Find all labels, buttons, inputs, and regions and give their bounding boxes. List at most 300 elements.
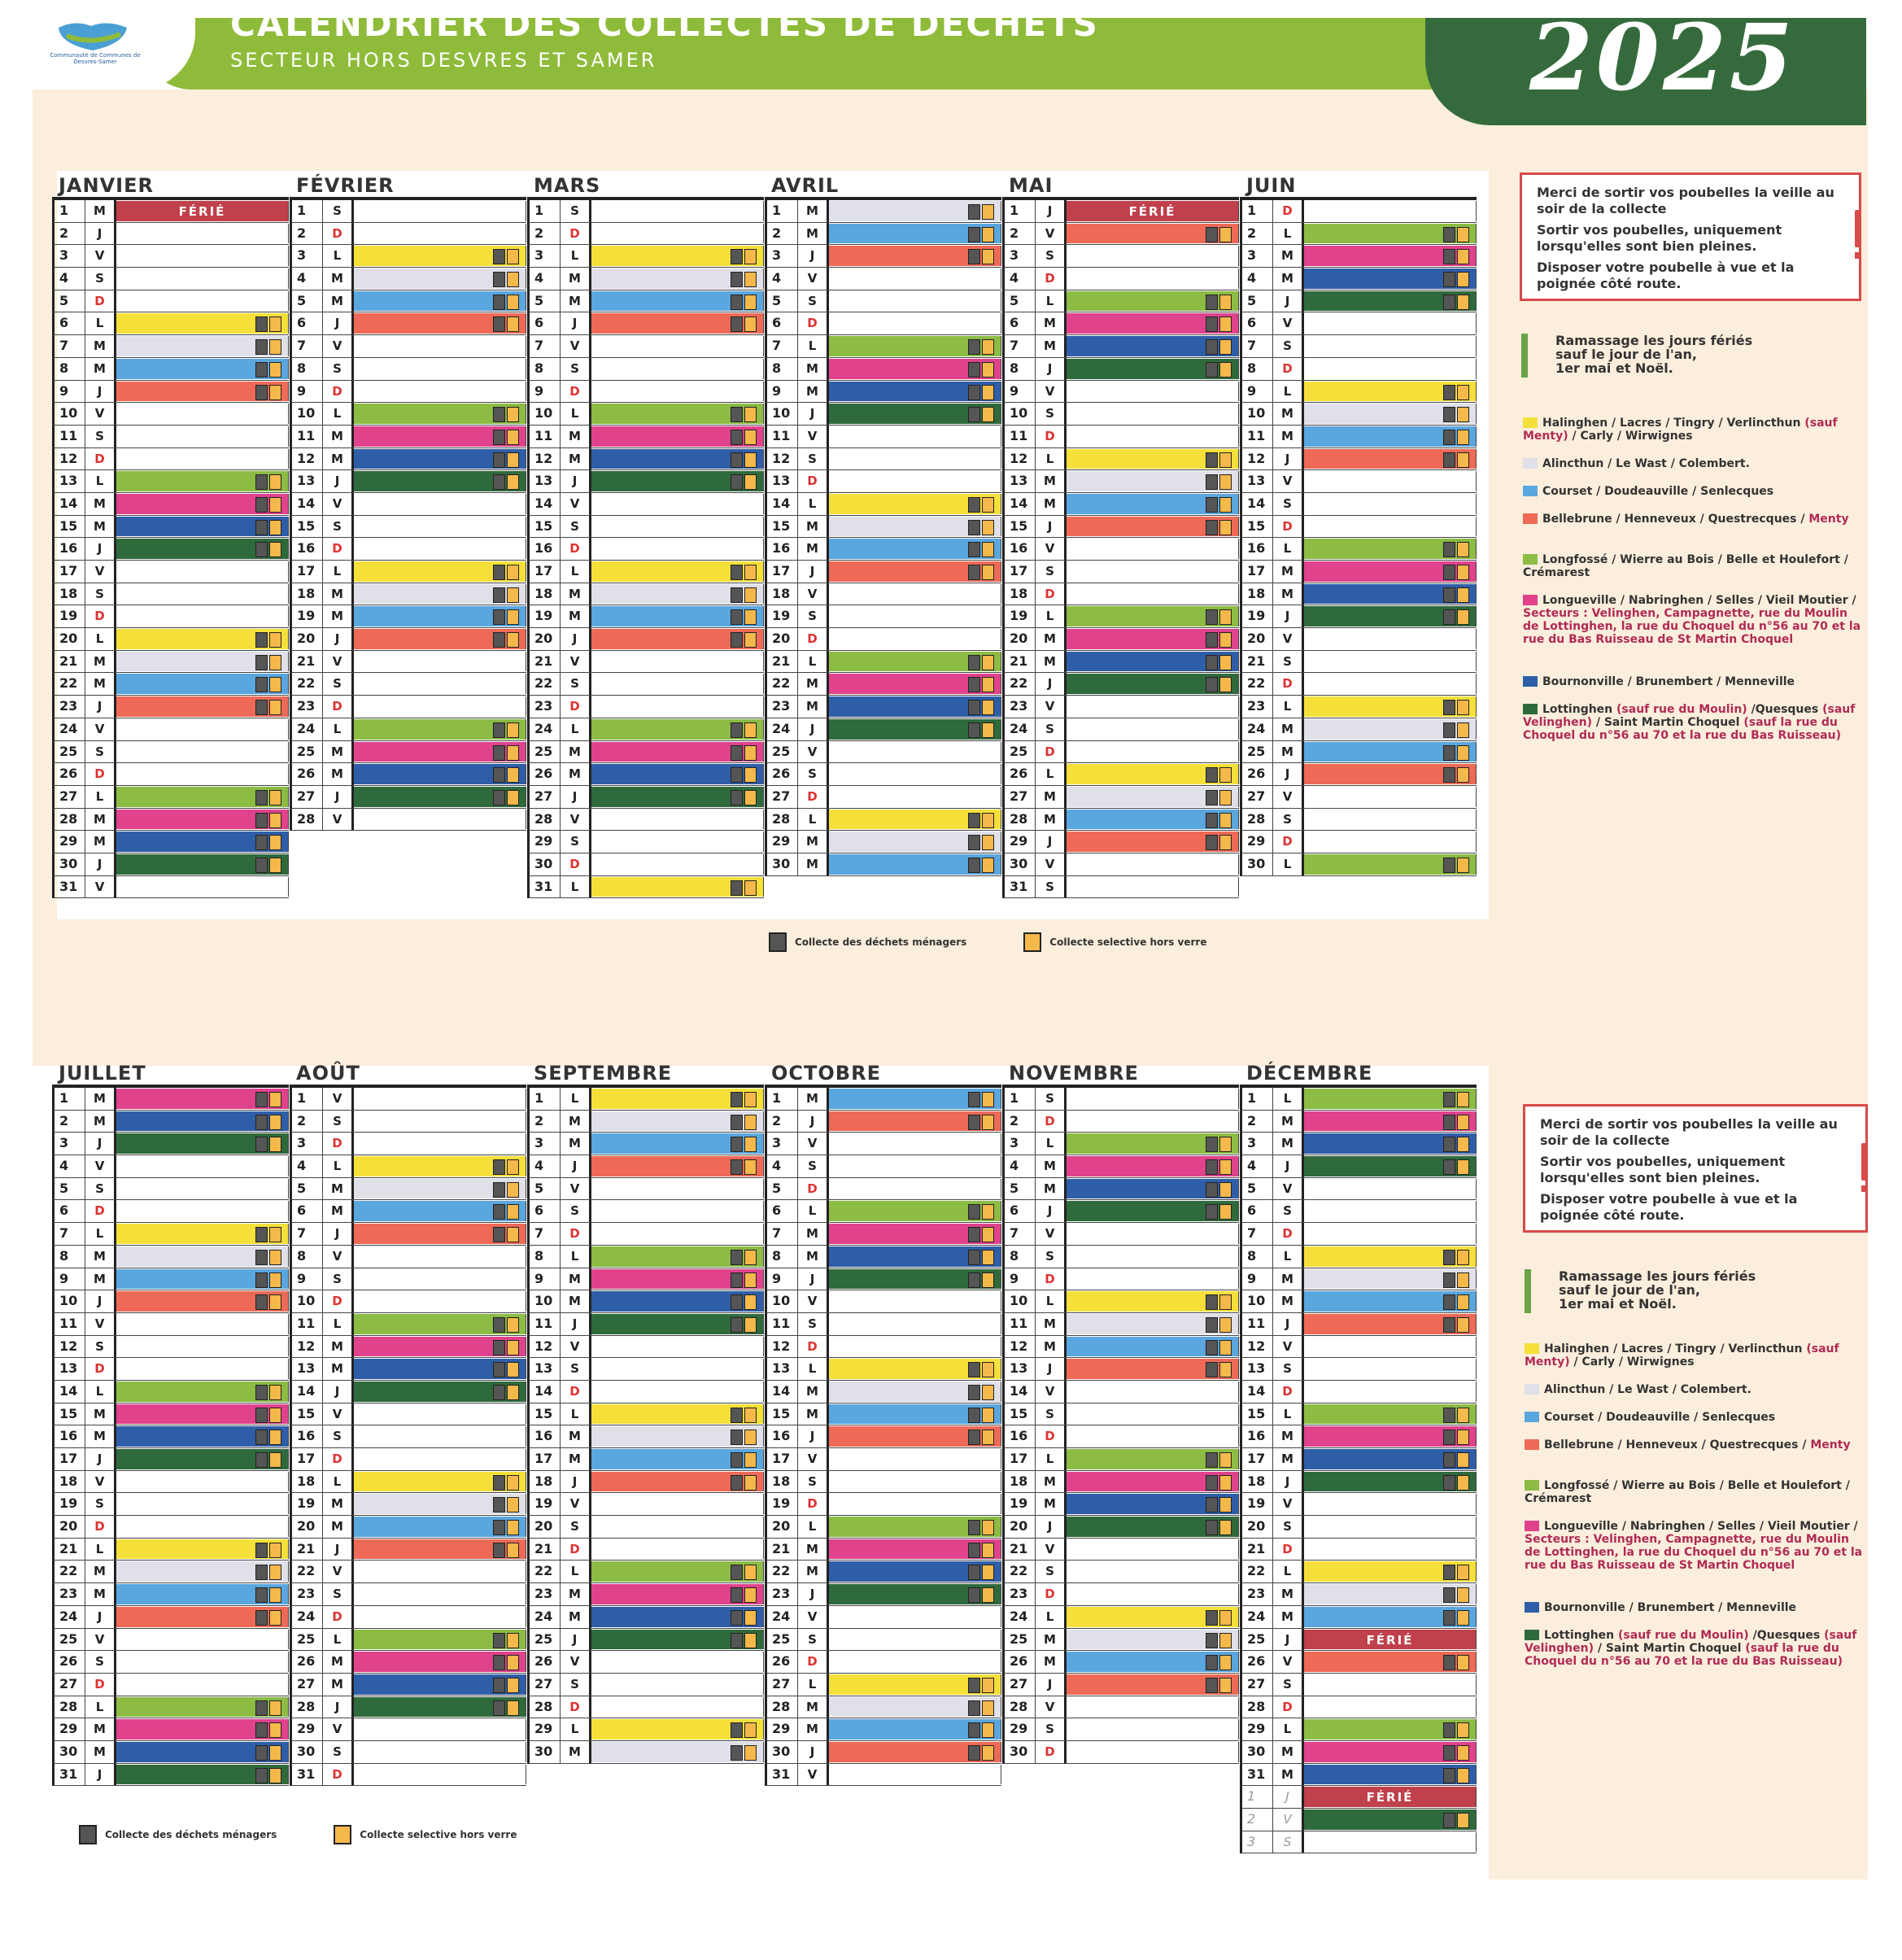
day-row xyxy=(1240,583,1477,606)
collection-cell xyxy=(116,1652,289,1672)
weekday-letter: V xyxy=(85,1629,116,1651)
weekday-letter: S xyxy=(798,763,829,785)
day-row xyxy=(52,1223,289,1246)
day-row xyxy=(52,1539,289,1561)
weekday-letter: J xyxy=(1273,290,1304,312)
weekday-letter: M xyxy=(798,696,829,718)
collection-cell xyxy=(1304,1404,1477,1425)
collection-cell xyxy=(829,561,1001,582)
day-number: 13 xyxy=(292,470,323,492)
weekday-letter: J xyxy=(1036,1674,1067,1696)
day-number: 17 xyxy=(767,1448,798,1470)
weekday-letter: L xyxy=(561,1403,591,1425)
weekday-letter: D xyxy=(1273,1539,1304,1561)
weekday-letter: L xyxy=(1036,1133,1067,1155)
collection-cell xyxy=(1304,1426,1477,1447)
collection-cell xyxy=(829,1674,1001,1695)
day-number: 1 xyxy=(1242,1786,1273,1808)
day-row xyxy=(290,1246,526,1268)
collection-cell xyxy=(354,291,526,312)
day-row xyxy=(290,381,526,404)
day-number: 6 xyxy=(1005,1200,1036,1222)
collection-cell xyxy=(1067,696,1239,717)
collection-cell xyxy=(1067,1607,1239,1627)
weekday-letter: S xyxy=(323,1111,354,1133)
weekday-letter: M xyxy=(323,448,354,470)
bins-icon xyxy=(1206,452,1232,466)
day-number: 28 xyxy=(55,1696,85,1718)
day-number: 19 xyxy=(55,1493,85,1515)
collection-cell xyxy=(1304,742,1477,762)
day-number: 2 xyxy=(292,223,323,245)
day-number: 27 xyxy=(767,786,798,808)
collection-cell xyxy=(1304,1561,1477,1582)
day-number: 9 xyxy=(1005,1268,1036,1290)
day-row xyxy=(527,381,764,404)
collection-cell xyxy=(116,1156,289,1176)
collection-cell xyxy=(354,336,526,356)
day-row xyxy=(765,1336,1001,1359)
day-number: 17 xyxy=(1005,1448,1036,1470)
day-number: 3 xyxy=(1242,1133,1273,1155)
day-number: 12 xyxy=(767,1336,798,1358)
collection-cell xyxy=(591,359,764,379)
weekday-letter: S xyxy=(1036,1718,1067,1740)
day-row xyxy=(1240,335,1477,358)
day-number: 30 xyxy=(530,1741,561,1763)
collection-cell xyxy=(1067,1697,1239,1718)
weekday-letter: M xyxy=(1036,470,1067,492)
legend-item xyxy=(1523,513,1865,526)
day-number: 18 xyxy=(530,1471,561,1493)
collection-cell xyxy=(354,787,526,807)
day-row xyxy=(290,538,526,561)
day-number: 17 xyxy=(55,561,85,583)
collection-cell xyxy=(829,359,1001,379)
day-row xyxy=(527,561,764,583)
collection-cell xyxy=(591,1201,764,1221)
day-number: 16 xyxy=(1005,538,1036,560)
day-number: 2 xyxy=(530,223,561,245)
day-row xyxy=(290,1764,526,1787)
bins-icon xyxy=(968,1408,994,1421)
day-row xyxy=(290,1381,526,1403)
legend-swatch xyxy=(1525,1384,1539,1395)
day-number: 3 xyxy=(1005,245,1036,267)
day-row xyxy=(1002,358,1239,381)
day-number: 9 xyxy=(55,381,85,403)
weekday-letter: L xyxy=(561,1718,591,1740)
bins-icon xyxy=(493,767,519,781)
weekday-letter: J xyxy=(323,470,354,492)
day-row xyxy=(290,1674,526,1696)
day-number: 22 xyxy=(530,673,561,695)
day-row xyxy=(1002,1313,1239,1336)
day-number: 10 xyxy=(1005,1290,1036,1312)
bins-icon xyxy=(731,790,757,804)
collection-cell xyxy=(591,404,764,424)
day-number: 9 xyxy=(1242,381,1273,403)
day-number: 25 xyxy=(292,741,323,763)
bins-icon xyxy=(1206,497,1232,511)
month-name: SEPTEMBRE xyxy=(534,1062,673,1085)
day-number: 13 xyxy=(1242,470,1273,492)
day-number: 9 xyxy=(767,381,798,403)
day-number: 21 xyxy=(1005,651,1036,673)
bins-icon xyxy=(255,1768,281,1782)
day-row xyxy=(1002,1268,1239,1291)
collection-cell xyxy=(1067,426,1239,447)
day-number: 5 xyxy=(1005,1178,1036,1200)
day-row xyxy=(527,1088,764,1111)
household-bin-icon xyxy=(79,1825,97,1844)
collection-cell xyxy=(354,1652,526,1672)
collection-cell xyxy=(1304,1517,1477,1537)
day-number: 4 xyxy=(767,1155,798,1177)
day-row xyxy=(1240,426,1477,448)
weekday-letter: M xyxy=(798,1403,829,1425)
weekday-letter: S xyxy=(1036,245,1067,267)
day-number: 11 xyxy=(530,1313,561,1335)
weekday-letter: J xyxy=(323,312,354,334)
day-number: 16 xyxy=(55,538,85,560)
day-number: 24 xyxy=(767,718,798,740)
weekday-letter: D xyxy=(85,763,116,785)
collection-cell xyxy=(1067,652,1239,672)
day-row xyxy=(1240,853,1477,876)
selective-label: Collecte selective hors verre xyxy=(360,1829,517,1840)
bins-icon xyxy=(493,452,519,466)
collection-cell xyxy=(1067,877,1239,897)
collection-cell xyxy=(1304,1832,1477,1853)
day-number: 26 xyxy=(1242,763,1273,785)
day-row xyxy=(1240,1741,1477,1764)
day-number: 10 xyxy=(292,1290,323,1312)
day-row xyxy=(290,651,526,674)
weekday-letter: V xyxy=(561,1178,591,1200)
legend-text: Courset / Doudeauville / Senlecques xyxy=(1542,485,1774,498)
collection-cell xyxy=(1304,652,1477,672)
day-number: 21 xyxy=(530,651,561,673)
day-number: 30 xyxy=(767,1741,798,1763)
bins-icon xyxy=(731,1137,757,1150)
day-row xyxy=(1240,1606,1477,1629)
weekday-letter: D xyxy=(85,1358,116,1380)
day-row xyxy=(1002,605,1239,628)
weekday-letter: L xyxy=(85,1381,116,1403)
weekday-letter: L xyxy=(798,493,829,515)
day-number: 20 xyxy=(1242,1516,1273,1538)
day-row xyxy=(1240,516,1477,539)
legend-item xyxy=(1523,417,1865,443)
day-number: 9 xyxy=(1242,1268,1273,1290)
day-row xyxy=(1002,831,1239,853)
weekday-letter: M xyxy=(1273,1764,1304,1786)
bins-icon xyxy=(731,1587,757,1601)
bins-icon xyxy=(731,272,757,286)
weekday-letter: D xyxy=(323,1133,354,1155)
day-row xyxy=(1002,1178,1239,1201)
day-row xyxy=(52,290,289,313)
day-row xyxy=(527,696,764,718)
weekday-letter: M xyxy=(561,290,591,312)
day-number: 17 xyxy=(1242,1448,1273,1470)
day-row xyxy=(52,200,289,223)
weekday-letter: L xyxy=(561,403,591,425)
day-row xyxy=(765,1718,1001,1741)
exclamation-icon xyxy=(1855,210,1861,247)
weekday-letter: V xyxy=(85,876,116,898)
bins-icon xyxy=(1443,1610,1469,1624)
day-number: 23 xyxy=(55,1583,85,1605)
day-row xyxy=(1002,223,1239,246)
weekday-letter: S xyxy=(323,358,354,380)
bins-icon xyxy=(731,430,757,443)
day-row xyxy=(765,786,1001,809)
day-row xyxy=(290,1471,526,1494)
day-number: 19 xyxy=(1005,605,1036,627)
weekday-letter: S xyxy=(1273,1831,1304,1853)
day-row xyxy=(765,358,1001,381)
month-table xyxy=(765,1085,1001,1786)
day-number: 26 xyxy=(292,1651,323,1673)
day-row xyxy=(527,1133,764,1155)
legend-item xyxy=(1525,1629,1866,1668)
collection-cell xyxy=(354,1404,526,1425)
day-number: 17 xyxy=(292,1448,323,1470)
day-row xyxy=(1240,403,1477,426)
collection-cell xyxy=(1304,1607,1477,1627)
weekday-letter: M xyxy=(85,1741,116,1763)
day-number: 22 xyxy=(292,1561,323,1582)
day-number: 14 xyxy=(292,1381,323,1403)
day-row xyxy=(1240,1696,1477,1719)
day-row xyxy=(765,1471,1001,1494)
day-row xyxy=(1240,1178,1477,1201)
collection-cell xyxy=(829,1246,1001,1267)
bins-icon xyxy=(493,1678,519,1692)
day-number: 6 xyxy=(1005,312,1036,334)
collection-cell xyxy=(354,1674,526,1695)
day-row xyxy=(290,741,526,764)
bins-icon xyxy=(968,1227,994,1241)
day-row xyxy=(52,1606,289,1629)
collection-cell xyxy=(829,494,1001,514)
day-number: 30 xyxy=(1242,853,1273,875)
weekday-letter: D xyxy=(798,1493,829,1515)
weekday-letter: M xyxy=(1273,1448,1304,1470)
month-name: NOVEMBRE xyxy=(1009,1062,1139,1085)
day-number: 3 xyxy=(1242,245,1273,267)
collection-cell xyxy=(116,359,289,379)
day-number: 19 xyxy=(530,1493,561,1515)
day-row xyxy=(527,312,764,335)
weekday-letter: V xyxy=(798,1448,829,1470)
weekday-letter: M xyxy=(85,831,116,853)
day-row xyxy=(1002,1606,1239,1629)
weekday-letter: M xyxy=(561,605,591,627)
day-number: 6 xyxy=(767,312,798,334)
collection-cell xyxy=(1304,1089,1477,1109)
legend-text: / Saint Martin Choquel xyxy=(1597,1642,1742,1655)
weekday-letter: V xyxy=(1273,1493,1304,1515)
collection-cell xyxy=(116,1133,289,1154)
weekday-letter: S xyxy=(798,290,829,312)
legend-text: Lottinghen xyxy=(1542,703,1613,716)
collection-cell xyxy=(116,1765,289,1785)
collection-cell xyxy=(116,246,289,266)
day-number: 30 xyxy=(1005,853,1036,875)
weekday-letter: V xyxy=(85,403,116,425)
day-row xyxy=(1002,1088,1239,1111)
collection-cell xyxy=(1067,1179,1239,1199)
weekday-letter: M xyxy=(561,1425,591,1447)
day-row xyxy=(1240,268,1477,290)
day-row xyxy=(1240,1471,1477,1494)
day-number: 16 xyxy=(767,1425,798,1447)
weekday-letter: L xyxy=(85,628,116,650)
day-number: 20 xyxy=(55,628,85,650)
bins-icon xyxy=(968,722,994,736)
day-number: 21 xyxy=(55,651,85,673)
day-row xyxy=(1240,381,1477,404)
bins-icon xyxy=(731,1159,757,1173)
day-row xyxy=(1002,1539,1239,1561)
weekday-letter: J xyxy=(85,853,116,875)
day-number: 22 xyxy=(1005,673,1036,695)
legend-item xyxy=(1523,703,1865,742)
day-row xyxy=(290,583,526,606)
day-row xyxy=(52,1246,289,1268)
day-number: 17 xyxy=(530,561,561,583)
day-row xyxy=(52,1358,289,1381)
weekday-letter: M xyxy=(323,1493,354,1515)
day-row xyxy=(52,1718,289,1741)
collection-cell xyxy=(354,313,526,334)
day-number: 1 xyxy=(1005,1088,1036,1110)
day-number: 18 xyxy=(55,583,85,605)
legend-item xyxy=(1525,1601,1866,1614)
collection-cell xyxy=(354,810,526,830)
day-number: 1 xyxy=(1242,1088,1273,1110)
day-number: 16 xyxy=(55,1425,85,1447)
weekday-letter: M xyxy=(1273,1290,1304,1312)
collection-cell xyxy=(591,426,764,447)
weekday-letter: S xyxy=(323,673,354,695)
day-row xyxy=(1002,853,1239,876)
legend-text: /Quesques xyxy=(1751,703,1819,716)
bins-icon xyxy=(255,1250,281,1264)
collection-cell xyxy=(116,291,289,312)
collection-cell xyxy=(829,1719,1001,1740)
collection-cell xyxy=(591,1111,764,1132)
weekday-letter: M xyxy=(1273,583,1304,605)
day-number: 20 xyxy=(292,1516,323,1538)
collection-cell xyxy=(354,1133,526,1154)
bins-icon xyxy=(968,1678,994,1692)
day-number: 21 xyxy=(292,1539,323,1561)
collection-cell xyxy=(354,1630,526,1650)
day-number: 2 xyxy=(1242,223,1273,245)
legend-swatch xyxy=(1523,513,1538,524)
day-number: 6 xyxy=(55,312,85,334)
collection-cell xyxy=(1067,1246,1239,1267)
collection-cell xyxy=(1067,764,1239,784)
collection-cell xyxy=(1304,787,1477,807)
bins-icon xyxy=(968,835,994,849)
bins-icon xyxy=(731,587,757,601)
weekday-letter: M xyxy=(85,1583,116,1605)
day-row xyxy=(1002,1133,1239,1155)
day-row xyxy=(290,335,526,358)
legend-text: Bellebrune / Henneveux / Questrecques / xyxy=(1542,513,1805,526)
collection-cell xyxy=(116,606,289,626)
collection-cell xyxy=(354,1089,526,1109)
collection-cell xyxy=(354,1561,526,1582)
day-number: 1 xyxy=(55,1088,85,1110)
weekday-letter: M xyxy=(323,1516,354,1538)
weekday-letter: S xyxy=(561,516,591,538)
collection-cell xyxy=(1304,1765,1477,1785)
collection-cell xyxy=(591,764,764,784)
weekday-letter: V xyxy=(85,1155,116,1177)
collection-cell xyxy=(354,1607,526,1627)
weekday-letter: V xyxy=(1036,223,1067,245)
legend-item xyxy=(1525,1383,1866,1396)
day-row xyxy=(765,763,1001,786)
day-number: 31 xyxy=(55,1764,85,1786)
collection-cell xyxy=(591,1179,764,1199)
info-text-2: Sortir vos poubelles, uniquement lorsqu'elles sont bien pleines. xyxy=(1540,1154,1786,1185)
day-number: 28 xyxy=(55,809,85,831)
day-number: 15 xyxy=(767,516,798,538)
bins-icon xyxy=(1206,1340,1232,1354)
bins-icon xyxy=(1443,295,1469,308)
day-number: 3 xyxy=(1005,1133,1036,1155)
bins-icon xyxy=(493,1520,519,1534)
bins-icon xyxy=(1443,1475,1469,1489)
collection-cell xyxy=(1304,1359,1477,1379)
day-number: 13 xyxy=(1005,470,1036,492)
weekday-letter: D xyxy=(561,1381,591,1403)
bins-icon xyxy=(1443,722,1469,736)
day-row xyxy=(52,1629,289,1652)
weekday-letter: M xyxy=(798,200,829,222)
day-number: 25 xyxy=(55,741,85,763)
collection-cell xyxy=(116,1449,289,1469)
day-number: 19 xyxy=(1005,1493,1036,1515)
weekday-letter: D xyxy=(1036,741,1067,763)
bins-icon xyxy=(1443,1745,1469,1759)
day-number: 31 xyxy=(1005,876,1036,898)
collection-cell xyxy=(829,1494,1001,1514)
collection-cell xyxy=(116,1561,289,1582)
bins-icon xyxy=(968,858,994,871)
collection-cell xyxy=(591,1449,764,1469)
day-number: 4 xyxy=(530,1155,561,1177)
weekday-letter: V xyxy=(1273,312,1304,334)
day-number: 4 xyxy=(292,1155,323,1177)
day-number: 11 xyxy=(767,1313,798,1335)
collection-cell xyxy=(591,1674,764,1695)
bins-icon xyxy=(493,272,519,286)
collection-cell xyxy=(116,719,289,740)
collection-cell xyxy=(116,1269,289,1290)
day-number: 5 xyxy=(292,290,323,312)
collection-cell xyxy=(116,764,289,784)
day-row xyxy=(527,223,764,246)
day-row xyxy=(290,1696,526,1719)
